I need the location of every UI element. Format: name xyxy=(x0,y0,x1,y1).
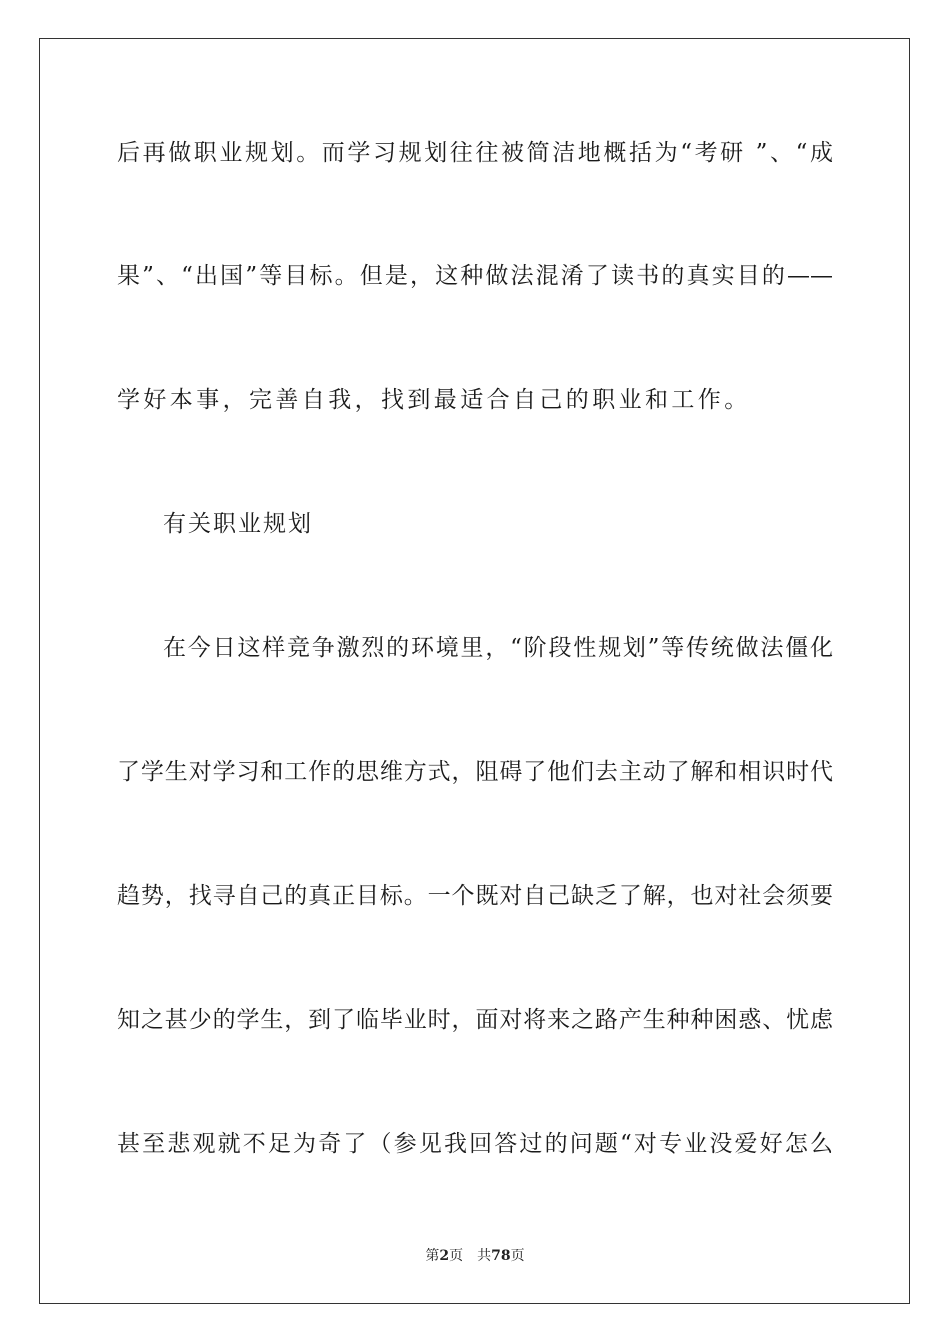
body-text-line: 趋势，找寻自己的真正目标。一个既对自己缺乏了解，也对社会须要 xyxy=(117,883,833,909)
total-suffix: 页 xyxy=(510,1248,525,1264)
section-heading: 有关职业规划 xyxy=(163,511,313,537)
total-pages: 78 xyxy=(491,1248,511,1264)
body-text-line: 后再做职业规划。而学习规划往往被简洁地概括为“考研 ”、“成 xyxy=(117,140,833,166)
page-prefix: 第 xyxy=(425,1248,440,1264)
page-footer xyxy=(0,1247,950,1265)
total-prefix: 共 xyxy=(477,1248,492,1264)
page-suffix: 页 xyxy=(449,1248,464,1264)
page-border xyxy=(39,38,910,1304)
body-text-line: 了学生对学习和工作的思维方式，阻碍了他们去主动了解和相识时代 xyxy=(117,759,833,785)
body-text-line: 在今日这样竞争激烈的环境里，“阶段性规划”等传统做法僵化 xyxy=(163,635,833,661)
body-text-line: 甚至悲观就不足为奇了（参见我回答过的问题“对专业没爱好怎么 xyxy=(117,1131,833,1157)
body-text-line: 学好本事，完善自我，找到最适合自己的职业和工作。 xyxy=(117,387,751,413)
body-text-line: 果”、“出国”等目标。但是，这种做法混淆了读书的真实目的—— xyxy=(117,263,833,289)
page-number: 2 xyxy=(439,1248,450,1264)
body-text-line: 知之甚少的学生，到了临毕业时，面对将来之路产生种种困惑、忧虑 xyxy=(117,1007,833,1033)
